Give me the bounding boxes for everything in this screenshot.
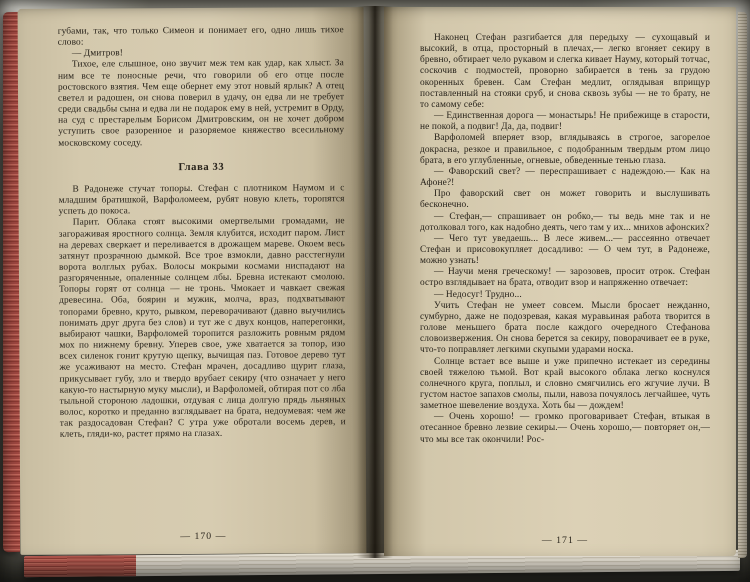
paragraph: — Дмитров!: [71, 48, 124, 59]
chapter-heading: Глава 33: [178, 161, 225, 173]
paragraph: — Единственная дорога — монастырь! Не прибежище в старости, не покой, а подвиг! Да, да, подвиг!: [420, 111, 710, 133]
paragraph: Парит. Облака стоят высокими омертвелыми громадами, не загораживая яростного солнца. Земля клубится, исходит паром. Лист на деревах сверкает и переливается в дрожащем мареве. Окоем весь затянут прозрачною дымкой. Все трое взмокли, давно расстегнули ворота волглых рубах. Волосы мокрыми космами ниспадают на разгоряченные, опаленные солнцем лбы. Бревна истекают смолою. Топоры горят от солнца — не тронь. Чмокает и чавкает свежая древесина. Оба, боярин и мужик, молча, враз, подхватывают топорами бревно, круто, рывком, переворачивают (давно выучились понимать друг друга без слов) и тут же с двух концов, наперегонки, выбирают чашки, Варфоломей торопится разложить ровным рядом мох по нижнему бревну. Уперев свое, уже хватается за топор, изо всех силенок гонит крутую щепку, вычищая паз. Готовое дерево тут же усаживают на место. Стефан мрачен, досадливо щурит глаза, прикусывает губу, зло и твердо врубает секиру (что означает у него какую-то настырную муку мысли), и Варфоломей, обтирая пот со лба тыльной стороною ладошки, отдувая с лица долгую прядь льняных волос, коротко и преданно взглядывает на брата, недоумевая: чем же так раздосадован Стефан? С утра уже обротали восемь дерев, и клеть, гляди-ко, растет прямо на глазах.: [58, 216, 346, 441]
book-page-edges-right: [738, 12, 747, 558]
paragraph: — Недосуг! Трудно...: [434, 289, 522, 300]
paragraph: Солнце встает все выше и уже припечно истекает из середины своей тяжелою тьмой. Вот край высокого облака легко коснулся солнечного круга, поплыл, и словно смягчились его жгучие лучи. В густом настое запахов смолы, пыли, навоза почуялось легчайшее, чуть заметное шевеление воздуха. Хоть бы — дождем!: [420, 356, 710, 412]
paragraph: В Радонеже стучат топоры. Стефан с плотником Наумом и с младшим братишкой, Варфоломеем, рубят новую клеть, торопятся успеть до покоса.: [58, 183, 345, 217]
left-page-text: [58, 25, 347, 526]
paragraph: губами, так, что только Симеон и понимает его, одно лишь тихое слово:: [57, 25, 344, 48]
right-page-number: — 171 —: [541, 535, 589, 546]
right-page-text: [420, 33, 710, 530]
paragraph: — Чего тут уведаешь... В лесе живем...— рассеянно отвечает Стефан и присовокупляет досадливо: — О чем тут, в Радонеже, можно узнать!: [420, 233, 710, 267]
paragraph: — Стефан,— спрашивает он робко,— ты ведь мне так и не дотолковал того, как надобно деять, чего там у их... мнихов афонских?: [420, 211, 710, 233]
paragraph: — Очень хорошо! — громко проговаривает Стефан, втыкая в отесанное бревно лезвие секиры.— Очень хорошо,— повторяет он,— что мы все так окончили! Рос-: [420, 412, 710, 445]
paragraph: Варфоломей вперяет взор, вглядываясь в строгое, загорелое докрасна, резкое и правильное, с подобранным твердым ртом лицо брата, в его углубленные, огневые, обведенные тенью глаза.: [420, 133, 710, 166]
paragraph: Учить Стефан не умеет совсем. Мысли бросает нежданно, сумбурно, даже не подозревая, какая муравьиная работа творится в голове меньшего брата после каждого очередного Стефанова словоизвержения. Он снова берется за секиру, поворачивает ее в руке, что-то поправляет легкими скупыми ударами носка.: [420, 300, 710, 356]
right-page: [384, 7, 736, 556]
paragraph: Наконец Стефан разгибается для передыху — сухощавый и высокий, в отца, просторный в плечах,— легко вгоняет секиру в бревно, обтирает чело рукавом и слегка кивает Науму, который тотчас, соскочив с подмостей, проворно забирается в тень за грудою окоренных бревен. Сам Стефан медлит, оглядывая вприщур поставленный на стояки сруб, и снова сквозь зубы — не то брату, не то самому себе:: [420, 33, 710, 110]
left-page-number: — 170 —: [180, 530, 227, 543]
book-page-edges-red-corner: [24, 555, 136, 577]
paragraph: Тихое, еле слышное, оно звучит меж тем как удар, как хлыст. За ним все те поносные речи, что говорили об его отце после ростовского взятия. Чем еще обернет ему этот новый ярлык? А отец светел и радошен, он снова поверил в удачу, он едва ли не требует среди свадьбы сына и едва ли не подарок ему в ней, устремит в Орду, на суд с престарелым Борисом Дмитровским, он не хочет добром уступить свое разоренное и разоряемое княжество всесильному московскому соседу.: [57, 58, 345, 149]
paragraph: — Фаворский свет? — переспрашивает с надеждою.— Как на Афоне?!: [420, 166, 710, 189]
paragraph: — Научи меня греческому! — зарозовев, просит отрок. Стефан остро взглядывает на брата, отводит взор и напряженно отвечает:: [420, 267, 710, 289]
left-page: [18, 7, 367, 555]
paragraph: Про фаворский свет он может говорить и выслушивать бесконечно.: [420, 189, 710, 211]
